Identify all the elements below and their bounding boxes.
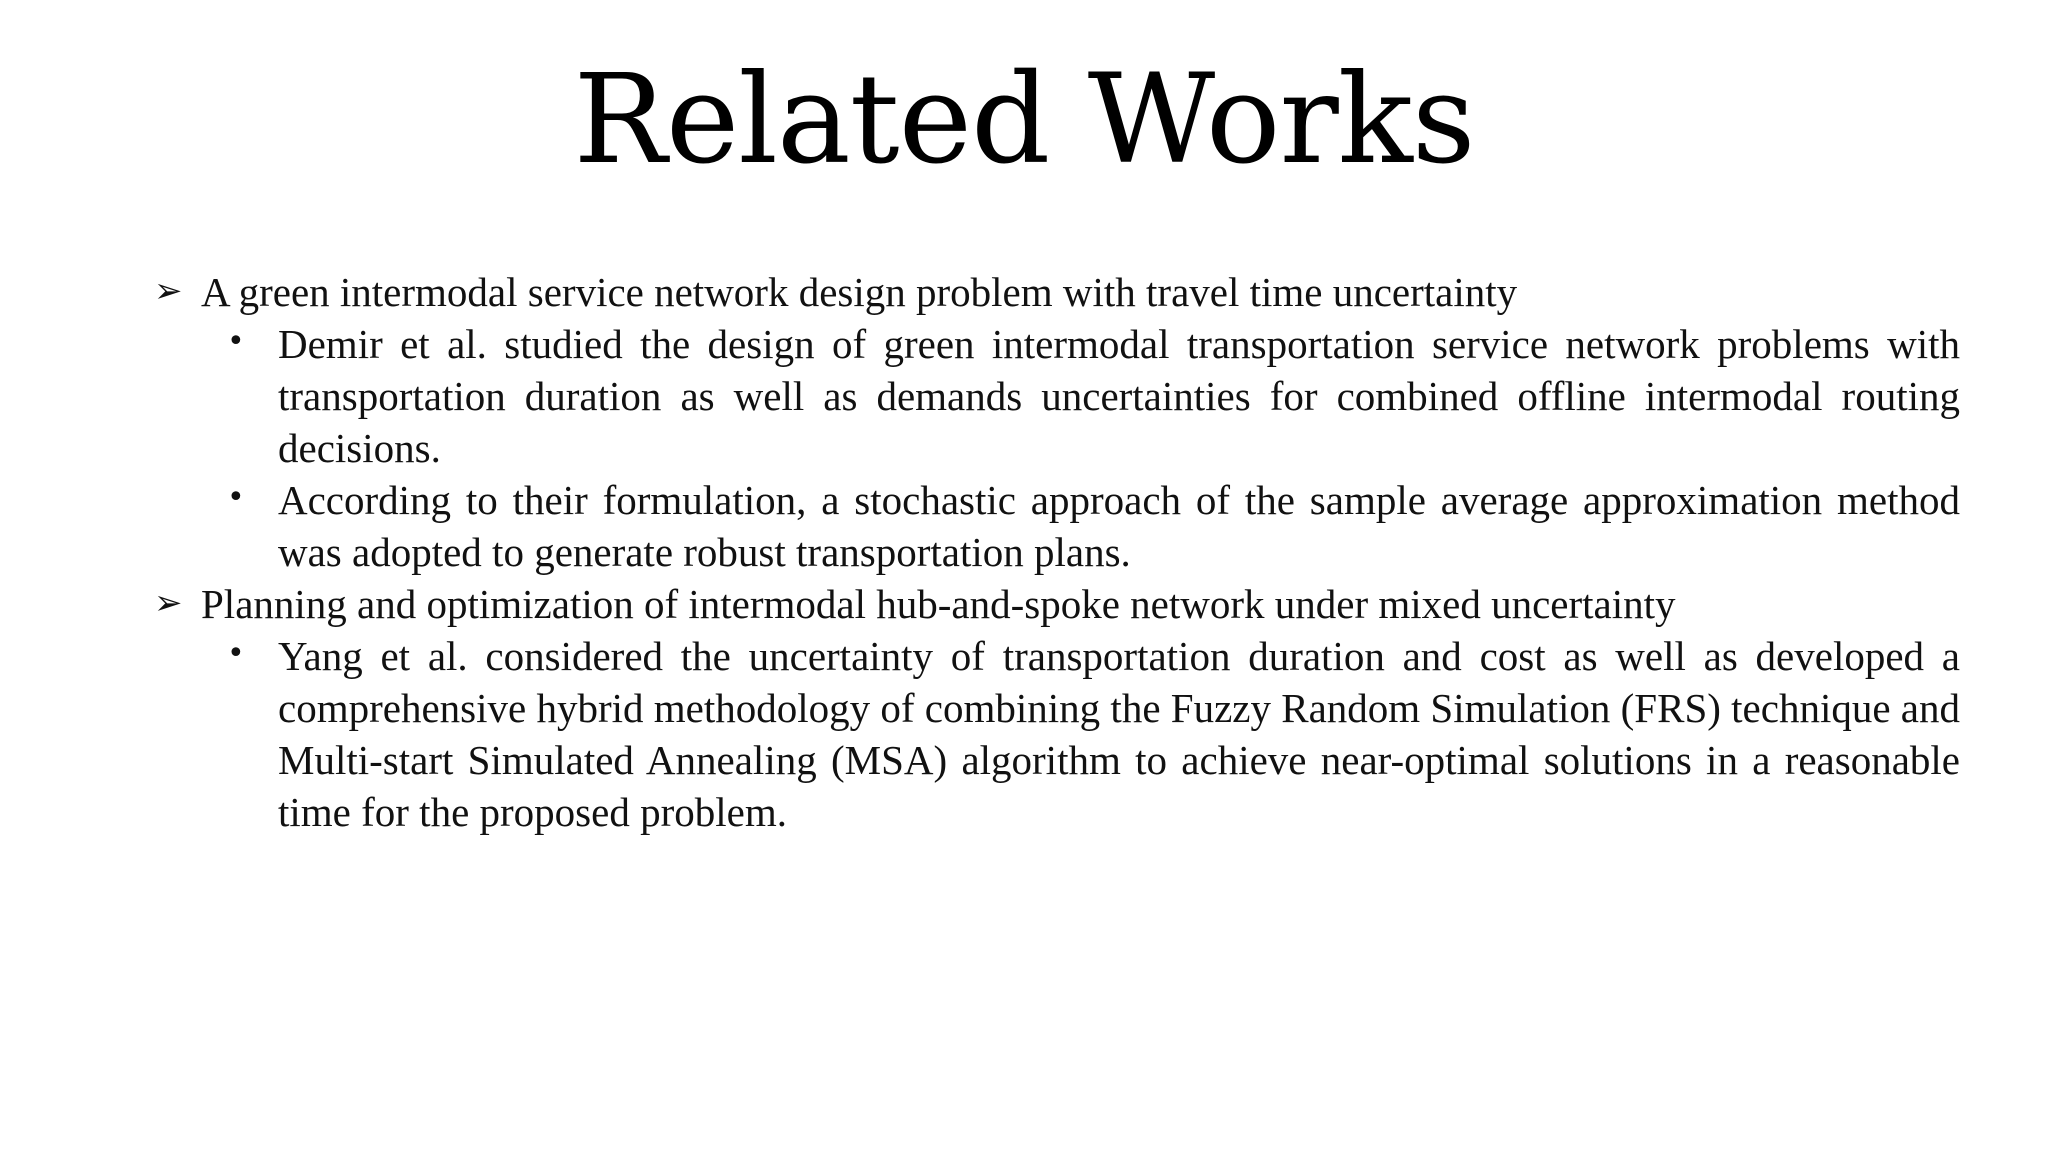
- topic-heading: [150, 266, 1960, 318]
- topic-heading-text: A green intermodal service network design problem with travel time uncertainty: [201, 269, 1518, 315]
- topic-heading: [150, 578, 1960, 630]
- list-item: [227, 474, 1960, 578]
- dot-bullet-icon: •: [227, 324, 245, 359]
- dot-bullet-icon: •: [227, 636, 245, 671]
- arrow-bullet-icon: ➢: [154, 271, 183, 311]
- dot-bullet-icon: •: [227, 480, 245, 515]
- list-item-text: According to their formulation, a stochastic approach of the sample average approximation method was adopted to generate robust transportation plans.: [278, 477, 1960, 575]
- slide-content: [150, 266, 1960, 838]
- topic-heading-text: Planning and optimization of intermodal hub-and-spoke network under mixed uncertainty: [201, 581, 1676, 627]
- list-item: [227, 318, 1960, 474]
- list-item: [227, 630, 1960, 838]
- list-item-text: Demir et al. studied the design of green intermodal transportation service network problems with transportation duration as well as demands uncertainties for combined offline intermodal routing decisions.: [278, 321, 1960, 471]
- slide-title: Related Works: [573, 48, 1475, 192]
- list-item-text: Yang et al. considered the uncertainty of transportation duration and cost as well as developed a comprehensive hybrid methodology of combining the Fuzzy Random Simulation (FRS) technique and Multi-start Simulated Annealing (MSA) algorithm to achieve near-optimal solutions in a reasonable time for the proposed problem.: [278, 633, 1960, 835]
- arrow-bullet-icon: ➢: [154, 583, 183, 623]
